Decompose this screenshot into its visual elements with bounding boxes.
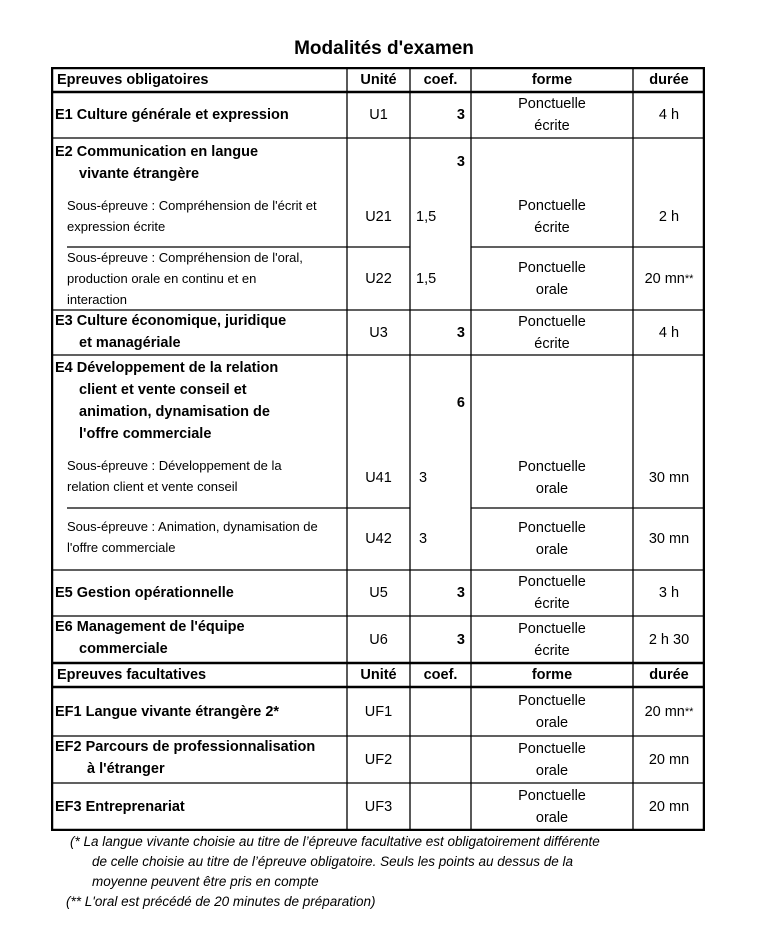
ef2-forme-line1: Ponctuelle xyxy=(518,740,586,757)
e4-label xyxy=(55,357,345,447)
exam-table xyxy=(51,67,705,831)
header-duree-facultatives: durée xyxy=(649,667,689,683)
u21-label xyxy=(67,195,347,239)
ef1-duree-mark: ** xyxy=(684,705,694,718)
footnote-1-line3: moyenne peuvent être pris en compte xyxy=(92,874,319,889)
u22-forme-line2: orale xyxy=(535,281,569,298)
e1-label: E1 Culture générale et expression xyxy=(55,107,289,123)
e2-coef: 3 xyxy=(456,154,465,170)
e5-forme-line1: Ponctuelle xyxy=(518,574,586,590)
ef3-duree: 20 mn xyxy=(648,798,690,815)
u21-coef: 1,5 xyxy=(416,209,437,225)
u42-coef: 3 xyxy=(419,531,428,547)
e6-label xyxy=(55,616,345,663)
u22-label xyxy=(67,247,347,310)
e4-label-line2: client et vente conseil et xyxy=(79,382,247,398)
u21-forme xyxy=(471,195,633,239)
e4-coef: 6 xyxy=(456,395,465,411)
e1-forme-line1: Ponctuelle xyxy=(518,96,586,112)
u42-forme xyxy=(471,516,633,562)
e4-label-line1: E4 Développement de la relation xyxy=(55,360,279,376)
header-coef: coef. xyxy=(423,71,458,88)
footnote-1-line1: (* La langue vivante choisie au titre de l’épreuve facultative est obligatoirement différente xyxy=(70,834,600,849)
u22-label-line1: Sous-épreuve : Compréhension de l'oral, xyxy=(67,250,303,265)
e6-label-line1: E6 Management de l'équipe xyxy=(55,619,245,635)
ef1-forme-line1: Ponctuelle xyxy=(518,692,586,709)
u42-label-line1: Sous-épreuve : Animation, dynamisation de xyxy=(67,519,318,534)
footnote-2: (** L'oral est précédé de 20 minutes de préparation) xyxy=(66,894,376,909)
header-forme-facultatives: forme xyxy=(531,667,573,683)
header-duree: durée xyxy=(649,71,689,88)
e1-coef: 3 xyxy=(456,107,465,123)
ef2-duree: 20 mn xyxy=(648,751,690,768)
ef3-unit: UF3 xyxy=(364,798,393,815)
ef1-unit: UF1 xyxy=(364,703,393,720)
ef1-label: EF1 Langue vivante étrangère 2* xyxy=(55,703,280,720)
header-unite-facultatives: Unité xyxy=(360,667,397,683)
u42-label-line2: l'offre commerciale xyxy=(67,540,176,555)
u42-duree: 30 mn xyxy=(648,531,690,547)
e1-duree: 4 h xyxy=(658,107,680,123)
e4-label-line4: l'offre commerciale xyxy=(79,426,212,442)
u41-label-line1: Sous-épreuve : Développement de la xyxy=(67,458,282,473)
e6-label-line2: commerciale xyxy=(79,641,168,657)
e3-coef: 3 xyxy=(456,324,465,341)
u21-unit: U21 xyxy=(365,209,392,225)
u41-label-line2: relation client et vente conseil xyxy=(67,479,238,494)
ef2-label-line1: EF2 Parcours de professionnalisation xyxy=(55,739,316,755)
u22-duree xyxy=(633,247,705,310)
e6-duree: 2 h 30 xyxy=(648,631,690,648)
ef3-label: EF3 Entreprenariat xyxy=(55,798,185,815)
page-title: Modalités d'examen xyxy=(294,38,474,59)
e2-label xyxy=(55,141,345,187)
u41-forme xyxy=(471,455,633,501)
ef1-duree xyxy=(633,687,705,736)
e6-forme-line2: écrite xyxy=(534,642,570,659)
u22-coef: 1,5 xyxy=(416,270,437,287)
u21-forme-line2: écrite xyxy=(534,220,570,236)
ef3-forme-line2: orale xyxy=(535,809,569,826)
u22-label-line2: production orale en continu et en xyxy=(67,271,257,286)
u42-label xyxy=(67,516,347,562)
u21-duree: 2 h xyxy=(658,209,680,225)
e6-coef: 3 xyxy=(456,631,465,648)
ef2-label-line2: à l'étranger xyxy=(87,761,165,777)
u22-forme-line1: Ponctuelle xyxy=(518,259,586,276)
e3-forme-line1: Ponctuelle xyxy=(518,313,586,330)
u42-unit: U42 xyxy=(365,531,392,547)
header-forme: forme xyxy=(531,71,573,88)
e6-unit: U6 xyxy=(369,631,388,648)
u41-forme-line2: orale xyxy=(535,481,569,497)
e1-unit: U1 xyxy=(369,107,388,123)
ef3-forme-line1: Ponctuelle xyxy=(518,787,586,804)
ef2-forme-line2: orale xyxy=(535,762,569,779)
footnote-1-line2: de celle choisie au titre de l’épreuve obligatoire. Seuls les points au dessus de la xyxy=(92,854,574,869)
u41-duree: 30 mn xyxy=(648,470,690,486)
ef3-forme xyxy=(471,783,633,830)
u22-label-line3: interaction xyxy=(67,292,127,307)
e1-forme xyxy=(471,92,633,138)
e4-label-line3: animation, dynamisation de xyxy=(79,404,270,420)
e3-label-line1: E3 Culture économique, juridique xyxy=(55,313,287,329)
e2-label-line2: vivante étrangère xyxy=(79,166,200,182)
ef2-label xyxy=(55,736,345,783)
u21-label-line2: expression écrite xyxy=(67,219,166,234)
header-epreuves-facultatives: Epreuves facultatives xyxy=(57,667,207,683)
e6-forme-line1: Ponctuelle xyxy=(518,620,586,637)
e3-unit: U3 xyxy=(369,324,388,341)
u22-duree-value: 20 mn xyxy=(644,270,685,287)
u41-forme-line1: Ponctuelle xyxy=(518,459,586,475)
u22-duree-mark: ** xyxy=(684,272,694,285)
e3-forme-line2: écrite xyxy=(534,335,570,352)
e3-duree: 4 h xyxy=(658,324,680,341)
e2-label-line1: E2 Communication en langue xyxy=(55,144,259,160)
u22-forme xyxy=(471,247,633,310)
ef1-forme xyxy=(471,687,633,736)
e3-label xyxy=(55,310,345,355)
u21-forme-line1: Ponctuelle xyxy=(518,198,586,214)
u42-forme-line1: Ponctuelle xyxy=(518,520,586,536)
u41-unit: U41 xyxy=(365,470,392,486)
e5-label: E5 Gestion opérationnelle xyxy=(55,585,234,601)
footnotes xyxy=(66,832,710,912)
u22-unit: U22 xyxy=(365,270,392,287)
u41-label xyxy=(67,455,347,501)
u42-forme-line2: orale xyxy=(535,542,569,558)
e5-duree: 3 h xyxy=(658,585,680,601)
e6-forme xyxy=(471,616,633,663)
e3-forme xyxy=(471,310,633,355)
e5-forme-line2: écrite xyxy=(534,596,570,612)
e5-forme xyxy=(471,570,633,616)
e3-label-line2: et managériale xyxy=(79,335,181,351)
ef1-forme-line2: orale xyxy=(535,714,569,731)
e5-unit: U5 xyxy=(369,585,388,601)
header-epreuves-obligatoires: Epreuves obligatoires xyxy=(57,71,209,88)
u41-coef: 3 xyxy=(419,470,428,486)
ef2-unit: UF2 xyxy=(364,751,393,768)
ef1-duree-value: 20 mn xyxy=(644,703,685,720)
header-unite: Unité xyxy=(360,71,397,88)
e1-forme-line2: écrite xyxy=(534,118,570,134)
header-coef-facultatives: coef. xyxy=(423,667,458,683)
e5-coef: 3 xyxy=(456,585,465,601)
u21-label-line1: Sous-épreuve : Compréhension de l'écrit et xyxy=(67,198,317,213)
ef2-forme xyxy=(471,736,633,783)
